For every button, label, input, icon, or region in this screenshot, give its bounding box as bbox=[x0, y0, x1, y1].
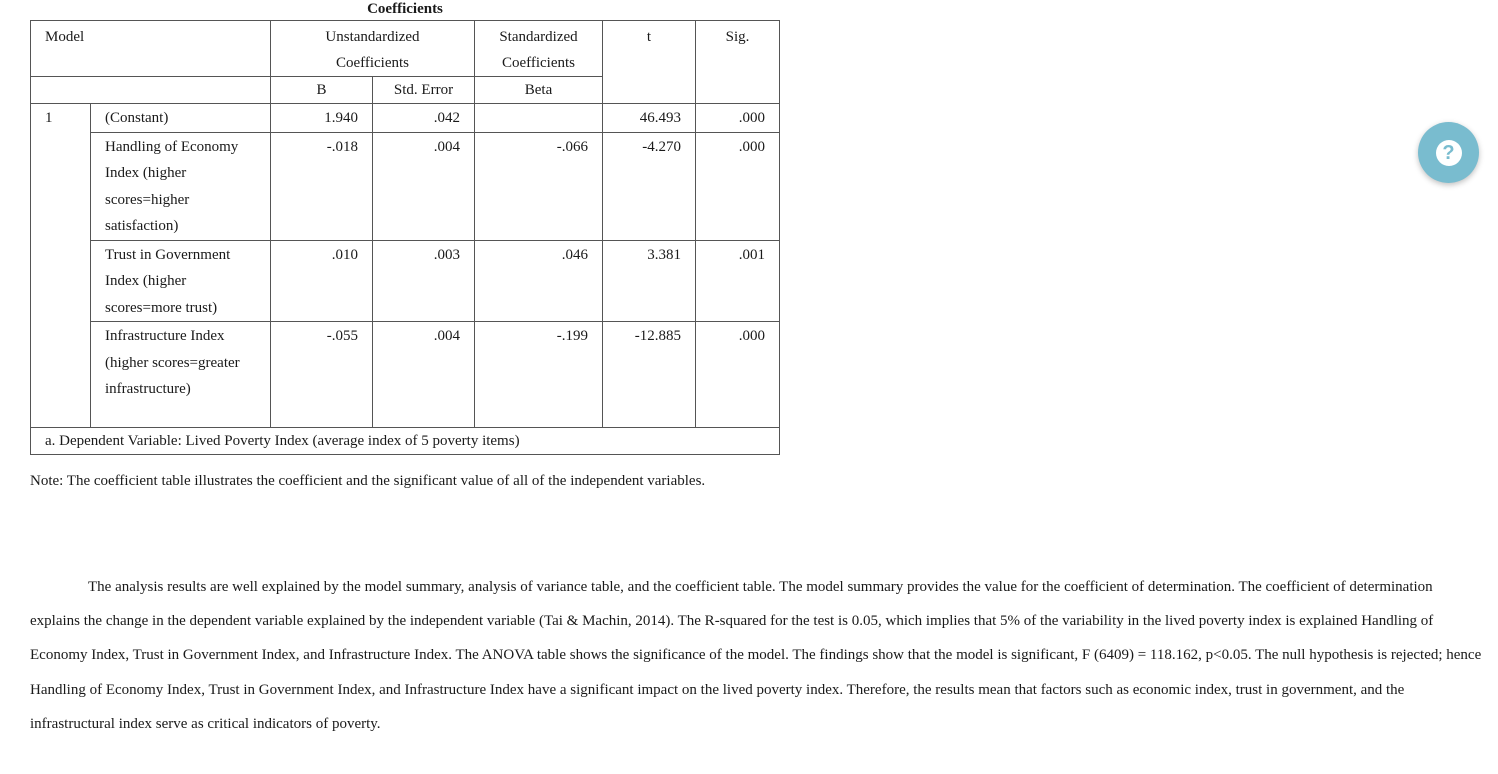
cell-t: 46.493 bbox=[603, 104, 696, 133]
cell-sig: .000 bbox=[696, 104, 780, 133]
cell-beta: .046 bbox=[475, 240, 603, 322]
cell-sig: .001 bbox=[696, 240, 780, 322]
header-model: Model bbox=[31, 21, 271, 77]
cell-std-error: .003 bbox=[373, 240, 475, 322]
analysis-paragraph: The analysis results are well explained by the model summary, analysis of variance table, and the coefficient table. The model summary provides the value for the coefficient of determination. The coefficient of determination explains the change in the dependent variable explained by the independent variable (Tai & Machin, 2014). The R-squared for the test is 0.05, which implies that 5% of the variability in the lived poverty index is explained Handling of Economy Index, Trust in Government Index, and Infrastructure Index. The ANOVA table shows the significance of the model. The findings show that the model is significant, F (6409) = 118.162, p<0.05. The null hypothesis is rejected; hence Handling of Economy Index, Trust in Government Index, and Infrastructure Index have a significant impact on the lived poverty index. Therefore, the results mean that factors such as economic index, trust in government, and the infrastructural index serve as critical indicators of poverty. bbox=[30, 579, 1482, 732]
coefficients-table-wrapper bbox=[30, 0, 779, 455]
header-t: t bbox=[603, 21, 696, 104]
header-unstandardized: Unstandardized Coefficients bbox=[271, 21, 475, 77]
header-sig: Sig. bbox=[696, 21, 780, 104]
table-row bbox=[31, 132, 780, 240]
table-note: Note: The coefficient table illustrates the coefficient and the significant value of all of the independent variables. bbox=[30, 473, 706, 489]
header-std-error: Std. Error bbox=[373, 77, 475, 104]
header-model-spacer bbox=[31, 77, 271, 104]
cell-sig: .000 bbox=[696, 132, 780, 240]
table-row bbox=[31, 322, 780, 428]
cell-sig: .000 bbox=[696, 322, 780, 428]
row-label: Trust in Government Index (higher scores=more trust) bbox=[91, 240, 271, 322]
table-row bbox=[31, 240, 780, 322]
cell-b: -.055 bbox=[271, 322, 373, 428]
row-label: Handling of Economy Index (higher scores=higher satisfaction) bbox=[91, 132, 271, 240]
cell-beta: -.066 bbox=[475, 132, 603, 240]
header-b: B bbox=[271, 77, 373, 104]
cell-t: -12.885 bbox=[603, 322, 696, 428]
cell-t: 3.381 bbox=[603, 240, 696, 322]
cell-beta bbox=[475, 104, 603, 133]
coefficients-table bbox=[30, 0, 780, 455]
header-beta: Beta bbox=[475, 77, 603, 104]
cell-std-error: .042 bbox=[373, 104, 475, 133]
table-footnote: a. Dependent Variable: Lived Poverty Index (average index of 5 poverty items) bbox=[31, 428, 780, 455]
row-label: (Constant) bbox=[91, 104, 271, 133]
question-icon: ? bbox=[1436, 140, 1462, 166]
row-label: Infrastructure Index (higher scores=greater infrastructure) bbox=[91, 322, 271, 428]
help-button[interactable] bbox=[1418, 122, 1479, 183]
cell-b: .010 bbox=[271, 240, 373, 322]
table-caption: Coefficients bbox=[367, 1, 443, 17]
cell-b: 1.940 bbox=[271, 104, 373, 133]
cell-beta: -.199 bbox=[475, 322, 603, 428]
cell-std-error: .004 bbox=[373, 322, 475, 428]
model-number: 1 bbox=[31, 104, 91, 428]
header-standardized: Standardized Coefficients bbox=[475, 21, 603, 77]
cell-t: -4.270 bbox=[603, 132, 696, 240]
cell-b: -.018 bbox=[271, 132, 373, 240]
cell-std-error: .004 bbox=[373, 132, 475, 240]
table-row bbox=[31, 104, 780, 133]
